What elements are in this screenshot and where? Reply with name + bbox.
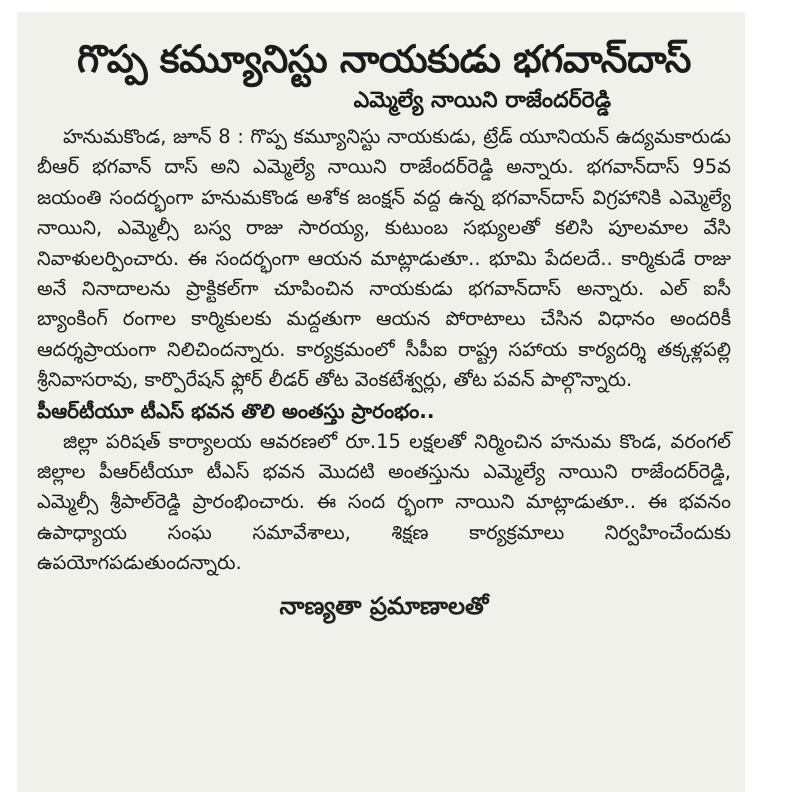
cutoff-next-headline: నాణ్యతా ప్రమాణాలతో [279,591,489,620]
article-paragraph-1: హనుమకొండ, జూన్ 8 : గొప్ప కమ్యూనిస్టు నాయకుడు, ట్రేడ్ యూనియన్ ఉద్యమకారుడు బీఆర్ భగవాన్ దాస్ అని ఎమ్మెల్యే నాయిని రాజేందర్‌రెడ్డి అన్నారు. భగవాన్‌దాస్ 95వ జయంతి సందర్భంగా హనుమకొండ అశోక జంక్షన్ వద్ద ఉన్న భగవాన్‌దాస్ విగ్రహానికి ఎమ్మెల్యే నాయిని, ఎమ్మెల్సీ బస్వ రాజు సారయ్య, కుటుంబ సభ్యులతో కలిసి పూలమాల వేసి నివాళులర్పించారు. ఈ సందర్భంగా ఆయన మాట్లాడుతూ.. భూమి పేదలదే.. కార్మికుడే రాజు అనే నినాదాలను ప్రాక్టికల్‌గా చూపించిన నాయకుడు భగవాన్‌దాస్ అన్నారు. ఎల్ ఐసీ బ్యాంకింగ్ రంగాల కార్మికులకు మద్దతుగా ఆయన పోరాటాలు చేసిన విధానం అందరికీ ఆదర్శప్రాయంగా నిలిచిందన్నారు. కార్యక్రమంలో సీపీఐ రాష్ట్ర సహాయ కార్యదర్శి తక్కళ్లపల్లి శ్రీనివాసరావు, కార్పొరేషన్ ఫ్లోర్ లీడర్ తోట వెంకటేశ్వర్లు, తోట పవన్ పాల్గొన్నారు. [37,125,731,392]
article-paragraph-2: జిల్లా పరిషత్ కార్యాలయ ఆవరణలో రూ.15 లక్షలతో నిర్మించిన హనుమ కొండ, వరంగల్ జిల్లాల పీఆర్‌టీయూ టీఎస్ భవన మొదటి అంతస్తును ఎమ్మెల్యే నాయిని రాజేందర్‌రెడ్డి, ఎమ్మెల్సీ శ్రీపాల్‌రెడ్డి ప్రారంభించారు. ఈ సంద ర్భంగా నాయిని మాట్లాడుతూ.. ఈ భవనం ఉపాధ్యాయ సంఘ సమావేశాలు, శిక్షణ కార్యక్రమాలు నిర్వహించేందుకు ఉపయోగపడుతుందన్నారు. [37,429,731,575]
newspaper-clipping [17,12,745,792]
subheadline: ఎమ్మెల్యే నాయిని రాజేందర్‌రెడ్డి [353,88,611,113]
headline: గొప్ప కమ్యూనిస్టు నాయకుడు భగవాన్‌దాస్ [77,37,691,81]
section-heading: పీఆర్‌టీయూ టీఎస్ భవన తొలి అంతస్తు ప్రారంభం.. [37,398,435,423]
